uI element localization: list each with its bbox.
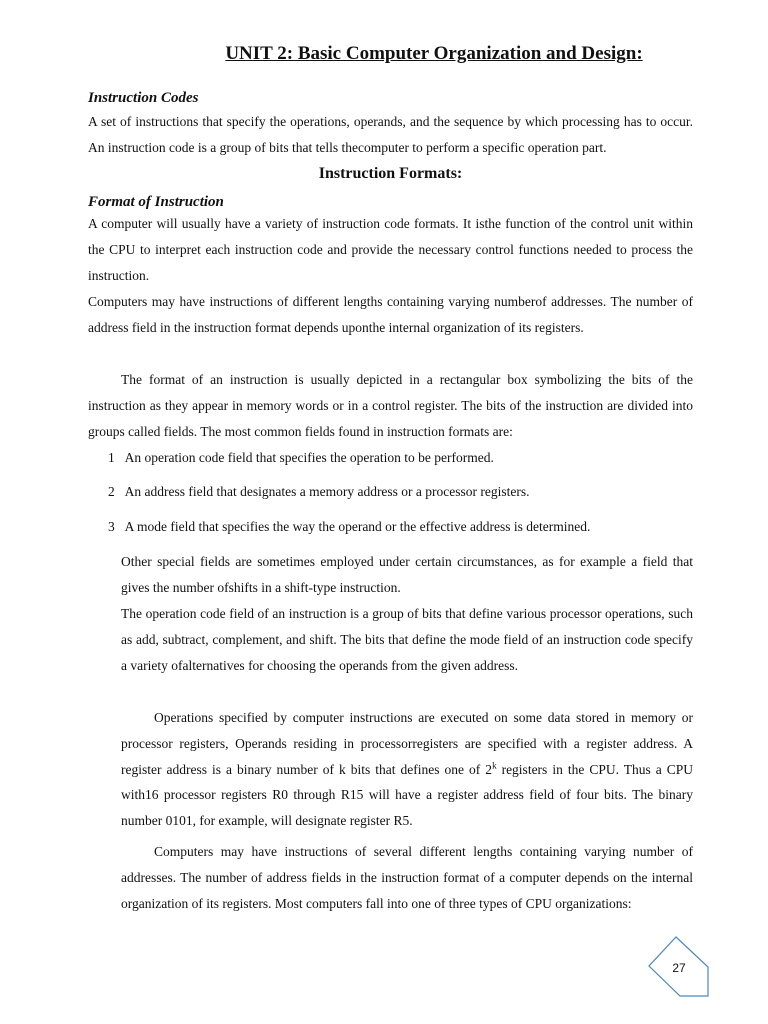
page-number: 27: [672, 961, 686, 975]
paragraph-format-6-text-a: Operations specified by computer instructions are executed on some data stored in memory or processor registers, Operands residing in processorregisters are specified with a register address. A register address is a binary number of k bits that defines one of 2: [121, 710, 693, 777]
subheading-format-of-instruction: Format of Instruction: [88, 194, 224, 210]
paragraph-format-6: [121, 705, 693, 834]
list-item-text: An operation code field that specifies the operation to be performed.: [124, 450, 494, 465]
paragraph-format-7: Computers may have instructions of several different lengths containing varying number of addresses. The number of address fields in the instruction format of a computer depends on the internal organization of its registers. Most computers fall into one of three types of CPU organizations:: [121, 844, 693, 911]
section-heading-instruction-formats: Instruction Formats:: [318, 165, 463, 182]
list-item-text: A mode field that specifies the way the operand or the effective address is determined.: [124, 519, 591, 534]
paragraph-format-4: Other special fields are sometimes employed under certain circumstances, as for example a field that gives the number ofshifts in a shift-type instruction.: [121, 554, 693, 595]
list-item: [108, 448, 693, 468]
paragraph-format-6-text-b: registers in the CPU. Thus a CPU with16 processor registers R0 through R15 will have a register address field of four bits. The binary number 0101, for example, will designate register R5.: [121, 761, 694, 829]
list-item-number: 2: [108, 484, 115, 499]
list-item-number: 1: [108, 450, 115, 465]
list-item-number: 3: [108, 519, 115, 534]
list-item-text: An address field that designates a memory address or a processor registers.: [124, 484, 530, 499]
list-item: [108, 482, 693, 502]
list-item: [108, 517, 693, 537]
page-title: UNIT 2: Basic Computer Organization and Design:: [225, 43, 643, 64]
paragraph-format-2: Computers may have instructions of different lengths containing varying numberof addresses. The number of address field in the instruction format depends uponthe internal organization of its registers.: [88, 294, 693, 335]
paragraph-format-3: The format of an instruction is usually depicted in a rectangular box symbolizing the bits of the instruction as they appear in memory words or in a control register. The bits of the instruction are divided into groups called fields. The most common fields found in instruction formats are:: [88, 372, 693, 439]
paragraph-format-5: The operation code field of an instruction is a group of bits that define various processor operations, such as add, subtract, complement, and shift. The bits that define the mode field of an instruction code specify a variety ofalternatives for choosing the operands from the given address.: [121, 606, 693, 673]
section-heading-instruction-codes: Instruction Codes: [88, 90, 199, 106]
paragraph-format-1: A computer will usually have a variety of instruction code formats. It isthe function of the control unit within the CPU to interpret each instruction code and provide the necessary control functions needed to process the instruction.: [88, 216, 693, 283]
superscript-k: k: [492, 760, 497, 771]
paragraph-instruction-codes: A set of instructions that specify the operations, operands, and the sequence by which processing has to occur. An instruction code is a group of bits that tells thecomputer to perform a specific operation part.: [88, 114, 693, 155]
